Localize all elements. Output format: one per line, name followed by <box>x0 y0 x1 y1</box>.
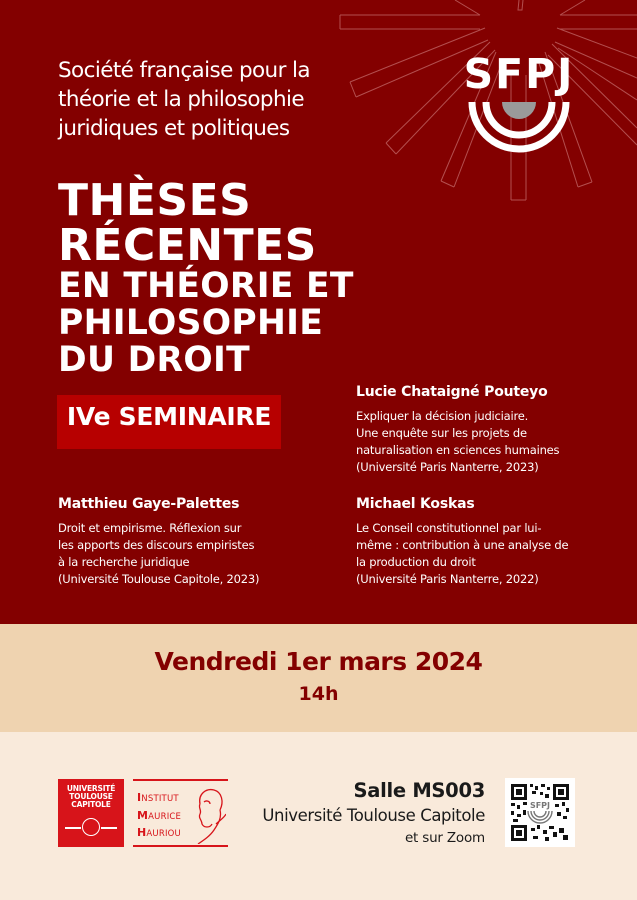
event-date-band <box>0 624 637 732</box>
thesis-line: (Université Paris Nanterre, 2022) <box>356 572 539 586</box>
thesis-line: Le Conseil constitutionnel par lui- <box>356 521 542 535</box>
thesis-line: (Université Toulouse Capitole, 2023) <box>58 572 260 586</box>
speaker-card <box>356 382 559 476</box>
institut-maurice-hauriou-logo <box>133 779 228 847</box>
page-title <box>58 175 354 380</box>
org-line-3: juridiques et politiques <box>58 116 290 141</box>
thesis-line: à la recherche juridique <box>58 555 190 569</box>
title-line-4: PHILOSOPHIE <box>58 303 324 343</box>
imh-initial: M <box>137 808 149 822</box>
speaker-card <box>58 494 259 588</box>
title-line-1: THÈSES <box>58 175 252 226</box>
venue-university: Université Toulouse Capitole <box>262 806 485 825</box>
org-line-2: théorie et la philosophie <box>58 87 304 112</box>
divider <box>101 827 117 829</box>
imh-initial: H <box>137 826 147 839</box>
org-line-1: Société française pour la <box>58 58 311 83</box>
thesis-line: même : contribution à une analyse de <box>356 538 569 552</box>
event-time: 14h <box>298 683 339 705</box>
thesis-line: naturalisation en sciences humaines <box>356 443 560 457</box>
imh-word: NSTITUT <box>141 794 179 804</box>
divider <box>65 827 81 829</box>
speaker-name: Lucie Chataigné Pouteyo <box>356 384 548 400</box>
sfpj-arcs-icon <box>458 100 580 166</box>
speaker-card <box>356 494 568 588</box>
utc-line: TOULOUSE <box>69 792 113 801</box>
universite-toulouse-capitole-logo <box>58 779 124 847</box>
imh-initial: I <box>137 791 142 804</box>
thesis-line: la production du droit <box>356 555 476 569</box>
venue-online: et sur Zoom <box>404 830 485 846</box>
title-line-5: DU DROIT <box>58 340 250 380</box>
sfpj-logo-text: SFPJ <box>463 50 575 98</box>
venue-info <box>262 778 485 848</box>
imh-logo-text <box>137 790 181 843</box>
thesis-line: Une enquête sur les projets de <box>356 426 527 440</box>
utc-line: CAPITOLE <box>71 800 111 809</box>
title-line-3: EN THÉORIE ET <box>58 266 354 306</box>
thesis-description <box>356 408 559 476</box>
thesis-description <box>58 520 259 588</box>
seminar-badge: IVe SEMINAIRE <box>57 395 281 449</box>
title-line-2: RÉCENTES <box>58 220 317 271</box>
event-date: Vendredi 1er mars 2024 <box>154 647 483 676</box>
thesis-line: (Université Paris Nanterre, 2023) <box>356 460 539 474</box>
imh-word: AURIOU <box>146 829 181 839</box>
utc-logo-text <box>58 785 124 809</box>
thesis-line: les apports des discours empiristes <box>58 538 255 552</box>
thesis-line: Expliquer la décision judiciaire. <box>356 409 529 423</box>
speaker-name: Michael Koskas <box>356 496 475 512</box>
svg-text:SFPJ: SFPJ <box>529 801 551 810</box>
venue-room: Salle MS003 <box>353 779 485 802</box>
organization-name <box>58 56 310 143</box>
utc-line: UNIVERSITÉ <box>66 784 116 793</box>
sfpj-logo <box>458 52 580 167</box>
seal-icon <box>82 818 100 836</box>
thesis-description <box>356 520 568 588</box>
qr-code-icon <box>505 778 575 847</box>
qr-code[interactable] <box>505 778 575 847</box>
thesis-line: Droit et empirisme. Réflexion sur <box>58 521 242 535</box>
imh-word: AURICE <box>148 811 182 822</box>
hauriou-portrait-icon <box>192 784 226 844</box>
speaker-name: Matthieu Gaye-Palettes <box>58 496 240 512</box>
